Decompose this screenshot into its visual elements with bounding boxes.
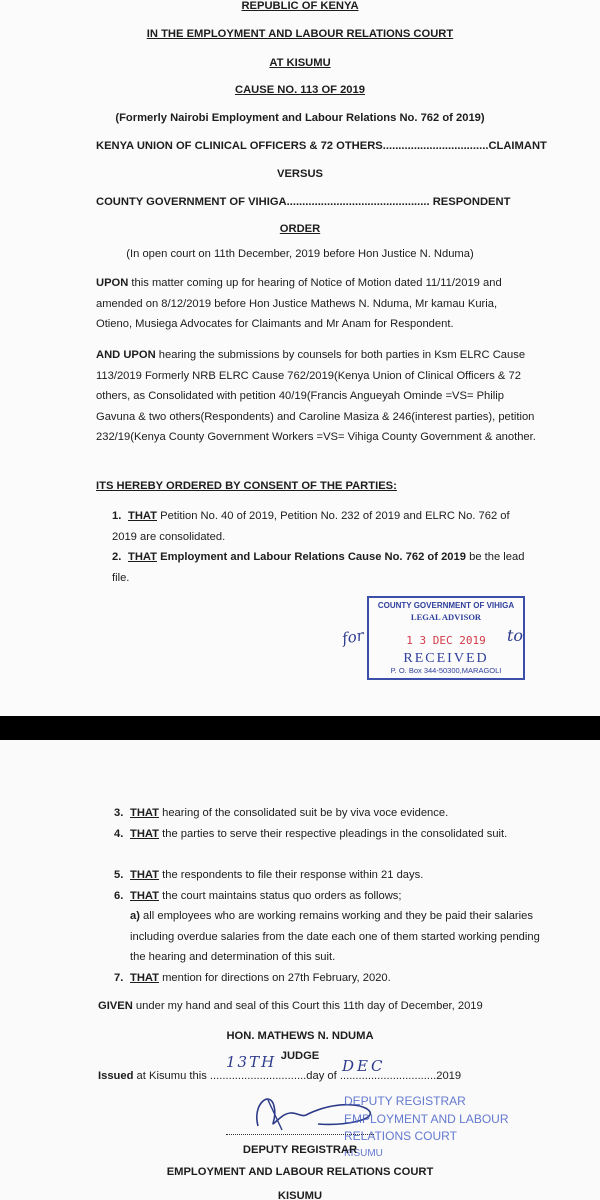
handwriting-note: to <box>507 626 524 645</box>
sub-item-text: all employees who are working remains working and they be paid their salaries including overdue salaries from the date each one of them started working pending the hearing and determination of this suit. <box>130 910 540 964</box>
item-text: the parties to serve their respective pleadings in the consolidated suit. <box>159 828 508 840</box>
city-label: KISUMU <box>277 1190 323 1200</box>
given-text: under my hand and seal of this Court this 11th day of December, 2019 <box>132 1000 483 1012</box>
formerly-note: (Formerly Nairobi Employment and Labour Relations No. 762 of 2019) <box>115 112 485 124</box>
received-stamp <box>367 596 525 680</box>
item-text: Petition No. 40 of 2019, Petition No. 232 of 2019 and ELRC No. 762 of 2019 are consolidated. <box>112 510 510 543</box>
and-upon-paragraph <box>96 345 536 448</box>
issued-lead: Issued <box>98 1070 134 1082</box>
and-upon-text: hearing the submissions by counsels for both parties in Ksm ELRC Cause 113/2019 Formerly NRB ELRC Cause 762/2019(Kenya Union of Clinical Officers & 72 others, as Consolidated with petition 40/19(Francis Angueyah Ominde =VS= Philip Gavuna & two others(Respondents) and Caroline Masiza & 246(interest parties), petition 232/19(Kenya County Government Workers =VS= Vihiga County Government & another. <box>96 349 536 444</box>
order-item <box>114 968 544 989</box>
signature-line <box>226 1134 374 1135</box>
item-number: 1. <box>112 510 122 522</box>
upon-text: this matter coming up for hearing of Notice of Motion dated 11/11/2019 and amended on 8/12/2019 before Hon Justice Mathews N. Nduma, Mr kamau Kuria, Otieno, Musiega Advocates for Claimants and Mr Anam for Respondent. <box>96 277 502 331</box>
handwritten-month: DEC <box>342 1057 386 1075</box>
order-item <box>114 803 544 824</box>
order-item <box>112 506 532 547</box>
item-number: 7. <box>114 972 124 984</box>
given-lead: GIVEN <box>98 1000 133 1012</box>
handwriting-note: for <box>340 626 366 648</box>
given-line <box>98 996 558 1017</box>
registrar-stamp: DEPUTY REGISTRAR <box>344 1094 466 1108</box>
stamp-line: COUNTY GOVERNMENT OF VIHIGA <box>377 601 515 610</box>
stamp-date: 1 3 DEC 2019 <box>406 634 486 647</box>
registrar-stamp: EMPLOYMENT AND LABOUR <box>344 1112 509 1126</box>
respondent-line: COUNTY GOVERNMENT OF VIHIGA.............................................. RESPONDENT <box>96 196 511 208</box>
judge-name: HON. MATHEWS N. NDUMA <box>226 1030 374 1042</box>
registrar-stamp: KISUMU <box>344 1148 383 1159</box>
issued-text: at Kisumu this ...............................day of ...............................2019 <box>133 1070 462 1082</box>
item-number: 4. <box>114 828 124 840</box>
and-upon-lead: AND UPON <box>96 349 156 361</box>
document-page-2 <box>0 740 600 1200</box>
item-number: 5. <box>114 869 124 881</box>
stamp-received: RECEIVED <box>403 651 489 666</box>
claimant-line: KENYA UNION OF CLINICAL OFFICERS & 72 OTHERS..................................CLAIMANT <box>96 140 547 152</box>
handwritten-day: 13TH <box>226 1053 277 1071</box>
item-text: Employment and Labour Relations Cause No. 762 of 2019 <box>157 551 466 563</box>
open-court-note: (In open court on 11th December, 2019 before Hon Justice N. Nduma) <box>126 248 474 260</box>
court-heading: IN THE EMPLOYMENT AND LABOUR RELATIONS COURT <box>146 28 454 40</box>
republic-heading: REPUBLIC OF KENYA <box>241 0 359 12</box>
item-text: the respondents to file their response within 21 days. <box>159 869 424 881</box>
item-number: 3. <box>114 807 124 819</box>
order-item <box>114 824 544 845</box>
item-text-tail: be the lead file. <box>112 551 525 584</box>
order-item <box>114 865 544 886</box>
stamp-address: P. O. Box 344-50300,MARAGOLI <box>390 666 502 675</box>
that-label: THAT <box>130 828 159 840</box>
order-item <box>114 886 544 907</box>
order-title: ORDER <box>279 223 321 235</box>
court-name: EMPLOYMENT AND LABOUR RELATIONS COURT <box>166 1166 434 1178</box>
that-label: THAT <box>130 972 159 984</box>
upon-lead: UPON <box>96 277 129 289</box>
that-label: THAT <box>130 869 159 881</box>
judge-title: JUDGE <box>280 1050 320 1062</box>
item-number: 6. <box>114 890 124 902</box>
registrar-stamp: RELATIONS COURT <box>344 1129 457 1143</box>
stamp-line: LEGAL ADVISOR <box>410 612 482 622</box>
item-text: the court maintains status quo orders as follows; <box>159 890 402 902</box>
item-text: mention for directions on 27th February, 2020. <box>159 972 391 984</box>
sub-item-label: a) <box>130 910 140 922</box>
sub-item-a <box>130 906 544 968</box>
order-item <box>112 547 532 588</box>
that-label: THAT <box>130 890 159 902</box>
that-label: THAT <box>130 807 159 819</box>
cause-number: CAUSE NO. 113 OF 2019 <box>235 84 365 96</box>
versus-label: VERSUS <box>276 168 323 180</box>
location-heading: AT KISUMU <box>269 57 331 69</box>
deputy-registrar-label: DEPUTY REGISTRAR <box>242 1144 358 1156</box>
ordered-heading: ITS HEREBY ORDERED BY CONSENT OF THE PARTIES: <box>96 480 397 492</box>
that-label: THAT <box>128 551 157 563</box>
item-number: 2. <box>112 551 122 563</box>
item-text: hearing of the consolidated suit be by viva voce evidence. <box>159 807 449 819</box>
upon-paragraph <box>96 273 536 335</box>
that-label: THAT <box>128 510 157 522</box>
